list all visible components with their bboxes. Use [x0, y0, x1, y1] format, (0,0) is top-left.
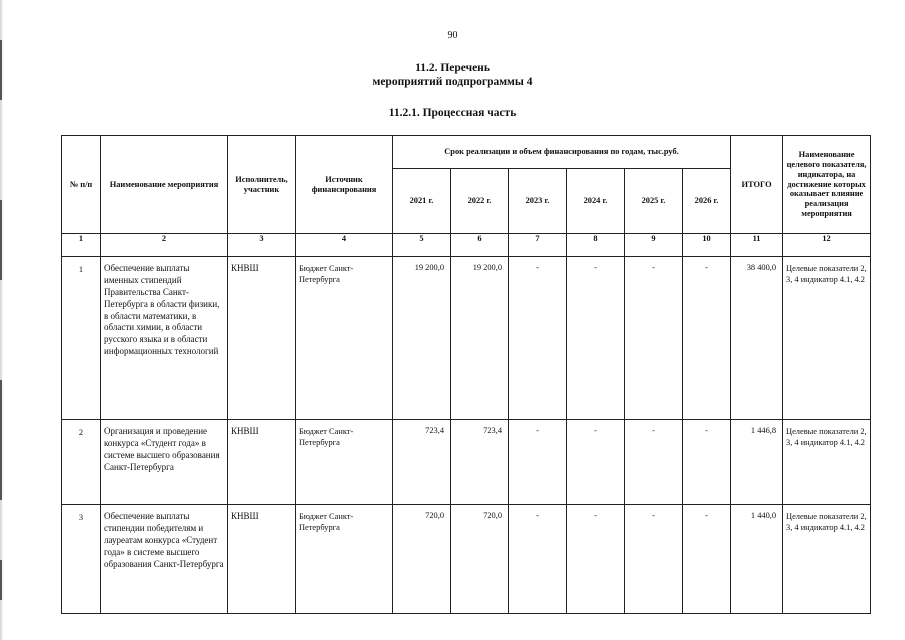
total-value: 1 440,0 [731, 505, 783, 614]
indicator: Целевые показатели 2, 3, 4 индикатор 4.1, 4.2 [783, 505, 871, 614]
row-number: 3 [62, 505, 101, 614]
scan-edge [0, 0, 4, 640]
column-index: 6 [451, 234, 509, 257]
year-value: 723,4 [451, 420, 509, 505]
table-row [62, 257, 871, 420]
header-year: 2023 г. [509, 169, 567, 234]
indicator: Целевые показатели 2, 3, 4 индикатор 4.1, 4.2 [783, 257, 871, 420]
year-value: - [625, 257, 683, 420]
page-number: 90 [447, 30, 458, 41]
header-name: Наименование мероприятия [101, 136, 228, 234]
year-value: - [567, 420, 625, 505]
column-index: 10 [683, 234, 731, 257]
table-row [62, 505, 871, 614]
column-index: 5 [393, 234, 451, 257]
year-value: - [683, 257, 731, 420]
row-number: 1 [62, 257, 101, 420]
row-number: 2 [62, 420, 101, 505]
header-num: № п/п [62, 136, 101, 234]
measure-name: Обеспечение выплаты стипендии победителям и лауреатам конкурса «Студент года» в системе высшего образования Санкт-Петербурга [101, 505, 228, 614]
year-value: - [683, 420, 731, 505]
column-index: 3 [228, 234, 296, 257]
year-value: - [567, 505, 625, 614]
funding-source: Бюджет Санкт-Петербурга [296, 505, 393, 614]
funding-source: Бюджет Санкт-Петербурга [296, 257, 393, 420]
header-total: ИТОГО [731, 136, 783, 234]
year-value: - [567, 257, 625, 420]
header-year: 2025 г. [625, 169, 683, 234]
year-value: - [625, 420, 683, 505]
total-value: 38 400,0 [731, 257, 783, 420]
year-value: 723,4 [393, 420, 451, 505]
executor: КНВШ [228, 257, 296, 420]
year-value: - [509, 257, 567, 420]
section-subtitle: 11.2.1. Процессная часть [388, 107, 517, 119]
measure-name: Обеспечение выплаты именных стипендий Правительства Санкт-Петербурга в области физики, в области математики, в области химии, в области русского языка и в области информационных технологий [101, 257, 228, 420]
document-title: 11.2. Перечень [415, 62, 490, 74]
header-indicator: Наименование целевого показателя, индикатора, на достижение которых оказывает влияние реализация мероприятия [783, 136, 871, 234]
column-index-row [62, 234, 871, 257]
year-value: 720,0 [393, 505, 451, 614]
header-executor: Исполнитель, участник [228, 136, 296, 234]
column-index: 2 [101, 234, 228, 257]
year-value: 720,0 [451, 505, 509, 614]
year-value: - [625, 505, 683, 614]
column-index: 9 [625, 234, 683, 257]
column-index: 1 [62, 234, 101, 257]
header-year: 2024 г. [567, 169, 625, 234]
year-value: - [509, 420, 567, 505]
year-value: 19 200,0 [451, 257, 509, 420]
column-index: 4 [296, 234, 393, 257]
total-value: 1 446,8 [731, 420, 783, 505]
executor: КНВШ [228, 505, 296, 614]
executor: КНВШ [228, 420, 296, 505]
year-value: - [683, 505, 731, 614]
column-index: 11 [731, 234, 783, 257]
column-index: 8 [567, 234, 625, 257]
year-value: - [509, 505, 567, 614]
indicator: Целевые показатели 2, 3, 4 индикатор 4.1, 4.2 [783, 420, 871, 505]
header-year: 2022 г. [451, 169, 509, 234]
header-source: Источник финансирования [296, 136, 393, 234]
header-year: 2021 г. [393, 169, 451, 234]
column-index: 7 [509, 234, 567, 257]
measure-name: Организация и проведение конкурса «Студент года» в системе высшего образования Санкт-Петербурга [101, 420, 228, 505]
funding-source: Бюджет Санкт-Петербурга [296, 420, 393, 505]
measures-table [61, 135, 871, 614]
header-year: 2026 г. [683, 169, 731, 234]
table-row [62, 420, 871, 505]
document-title-line2: мероприятий подпрограммы 4 [372, 76, 533, 88]
column-index: 12 [783, 234, 871, 257]
header-period: Срок реализации и объем финансирования по годам, тыс.руб. [393, 136, 731, 169]
year-value: 19 200,0 [393, 257, 451, 420]
